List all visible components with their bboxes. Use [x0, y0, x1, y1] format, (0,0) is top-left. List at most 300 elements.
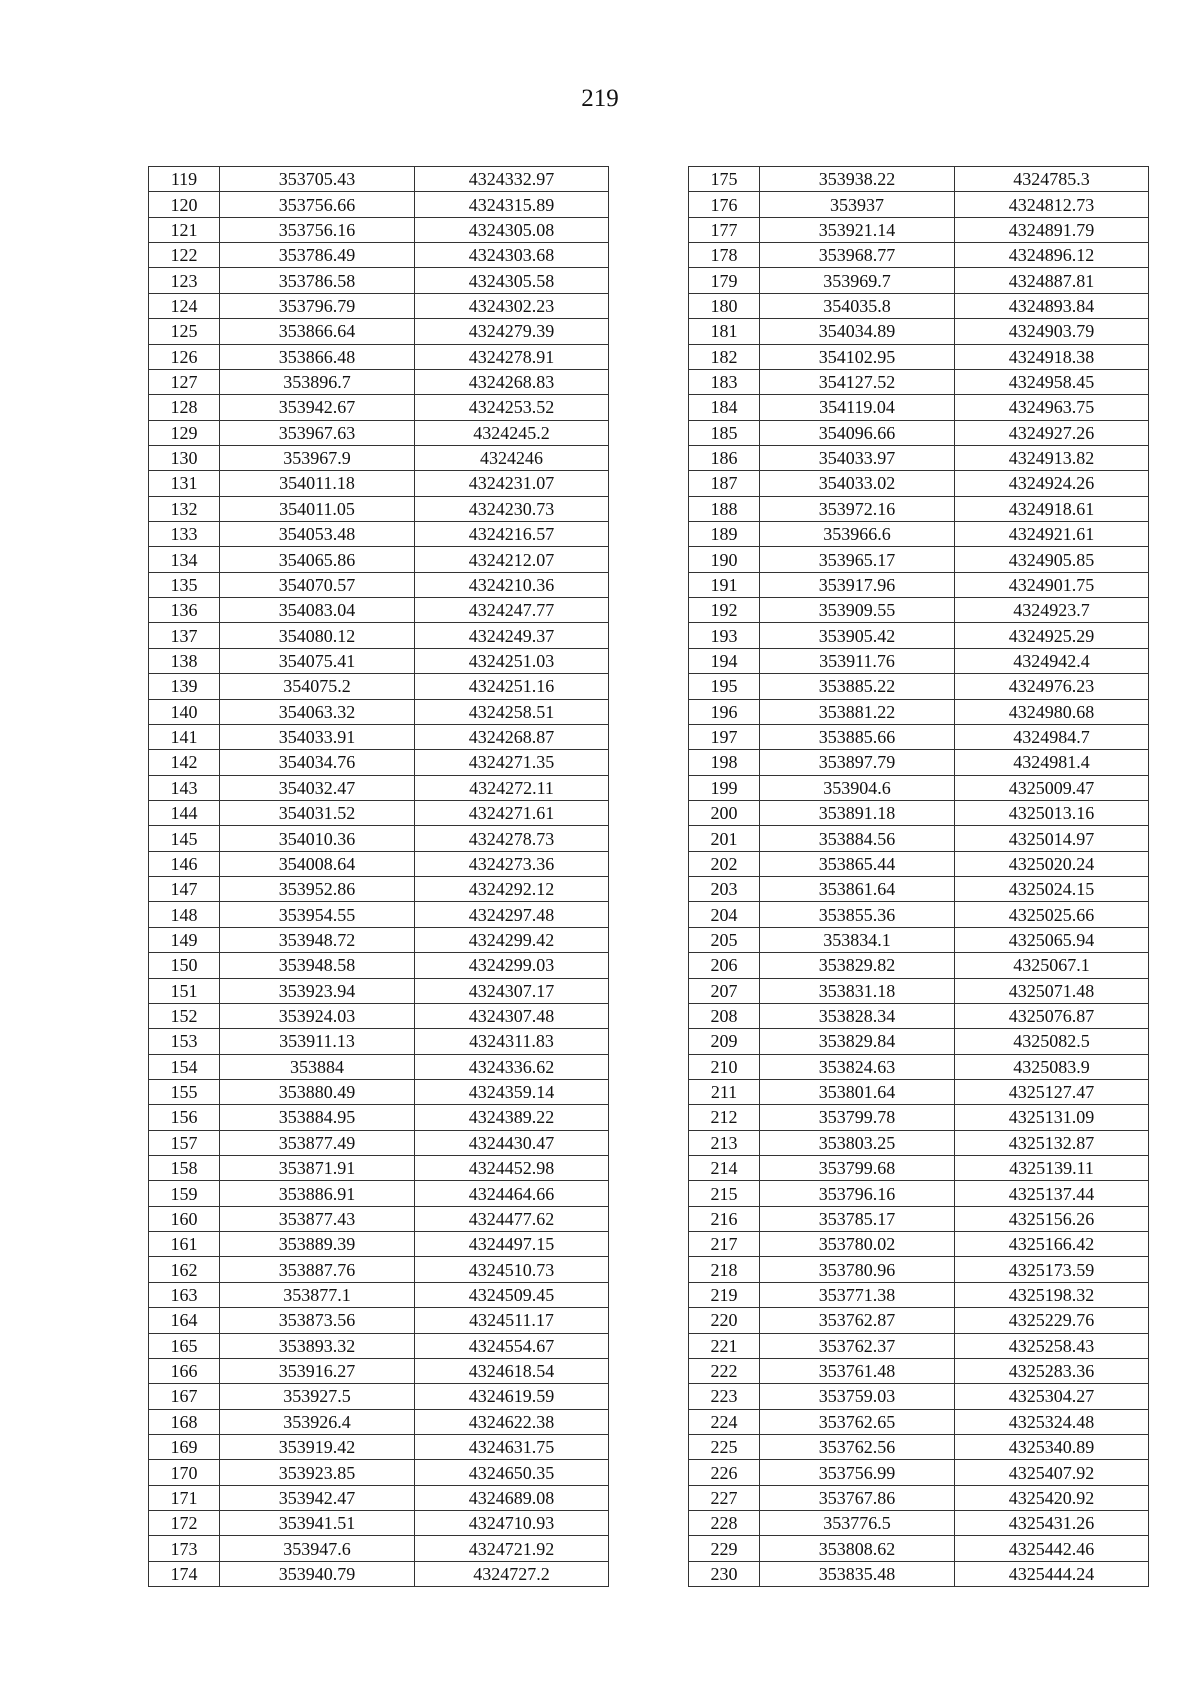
x-coordinate-cell: 353911.13 — [220, 1029, 415, 1054]
point-number-cell: 157 — [149, 1130, 220, 1155]
x-coordinate-cell: 353968.77 — [760, 243, 955, 268]
table-row — [689, 1561, 1149, 1586]
y-coordinate-cell: 4324721.92 — [415, 1536, 609, 1561]
x-coordinate-cell: 353756.99 — [760, 1460, 955, 1485]
point-number-cell: 219 — [689, 1282, 760, 1307]
table-row — [149, 1206, 609, 1231]
table-row — [689, 750, 1149, 775]
table-row — [689, 826, 1149, 851]
y-coordinate-cell: 4324307.48 — [415, 1003, 609, 1028]
x-coordinate-cell: 353952.86 — [220, 877, 415, 902]
table-row — [149, 877, 609, 902]
y-coordinate-cell: 4324925.29 — [955, 623, 1149, 648]
table-row — [689, 1054, 1149, 1079]
table-row — [689, 877, 1149, 902]
x-coordinate-cell: 353942.47 — [220, 1485, 415, 1510]
table-row — [689, 1206, 1149, 1231]
x-coordinate-cell: 353873.56 — [220, 1308, 415, 1333]
table-row — [149, 243, 609, 268]
y-coordinate-cell: 4324303.68 — [415, 243, 609, 268]
table-row — [689, 496, 1149, 521]
table-row — [689, 293, 1149, 318]
x-coordinate-cell: 353799.78 — [760, 1105, 955, 1130]
y-coordinate-cell: 4324511.17 — [415, 1308, 609, 1333]
x-coordinate-cell: 353897.79 — [760, 750, 955, 775]
point-number-cell: 222 — [689, 1358, 760, 1383]
table-row — [689, 598, 1149, 623]
x-coordinate-cell: 353924.03 — [220, 1003, 415, 1028]
x-coordinate-cell: 354063.32 — [220, 699, 415, 724]
y-coordinate-cell: 4324710.93 — [415, 1511, 609, 1536]
table-row — [689, 572, 1149, 597]
y-coordinate-cell: 4324212.07 — [415, 547, 609, 572]
x-coordinate-cell: 353866.48 — [220, 344, 415, 369]
y-coordinate-cell: 4324891.79 — [955, 217, 1149, 242]
x-coordinate-cell: 354034.76 — [220, 750, 415, 775]
table-row — [689, 724, 1149, 749]
table-row — [689, 1257, 1149, 1282]
y-coordinate-cell: 4324689.08 — [415, 1485, 609, 1510]
point-number-cell: 177 — [689, 217, 760, 242]
x-coordinate-cell: 353877.1 — [220, 1282, 415, 1307]
x-coordinate-cell: 353940.79 — [220, 1561, 415, 1586]
table-row — [689, 192, 1149, 217]
table-row — [149, 1536, 609, 1561]
y-coordinate-cell: 4324464.66 — [415, 1181, 609, 1206]
y-coordinate-cell: 4324307.17 — [415, 978, 609, 1003]
table-row — [689, 1358, 1149, 1383]
x-coordinate-cell: 354033.02 — [760, 471, 955, 496]
point-number-cell: 217 — [689, 1232, 760, 1257]
y-coordinate-cell: 4324477.62 — [415, 1206, 609, 1231]
y-coordinate-cell: 4324921.61 — [955, 522, 1149, 547]
point-number-cell: 223 — [689, 1384, 760, 1409]
table-row — [149, 1511, 609, 1536]
y-coordinate-cell: 4324279.39 — [415, 319, 609, 344]
table-row — [689, 344, 1149, 369]
point-number-cell: 139 — [149, 674, 220, 699]
table-row — [149, 775, 609, 800]
y-coordinate-cell: 4324918.38 — [955, 344, 1149, 369]
y-coordinate-cell: 4324497.15 — [415, 1232, 609, 1257]
y-coordinate-cell: 4324389.22 — [415, 1105, 609, 1130]
table-row — [149, 445, 609, 470]
x-coordinate-cell: 354033.97 — [760, 445, 955, 470]
point-number-cell: 218 — [689, 1257, 760, 1282]
x-coordinate-cell: 353866.64 — [220, 319, 415, 344]
point-number-cell: 207 — [689, 978, 760, 1003]
x-coordinate-cell: 353756.66 — [220, 192, 415, 217]
point-number-cell: 127 — [149, 369, 220, 394]
x-coordinate-cell: 353796.16 — [760, 1181, 955, 1206]
point-number-cell: 229 — [689, 1536, 760, 1561]
table-row — [689, 217, 1149, 242]
x-coordinate-cell: 353780.02 — [760, 1232, 955, 1257]
point-number-cell: 213 — [689, 1130, 760, 1155]
x-coordinate-cell: 353905.42 — [760, 623, 955, 648]
y-coordinate-cell: 4324976.23 — [955, 674, 1149, 699]
point-number-cell: 150 — [149, 953, 220, 978]
x-coordinate-cell: 354075.2 — [220, 674, 415, 699]
x-coordinate-cell: 354075.41 — [220, 648, 415, 673]
point-number-cell: 153 — [149, 1029, 220, 1054]
table-row — [689, 1511, 1149, 1536]
table-row — [149, 826, 609, 851]
table-row — [689, 420, 1149, 445]
table-row — [149, 471, 609, 496]
x-coordinate-cell: 353941.51 — [220, 1511, 415, 1536]
point-number-cell: 210 — [689, 1054, 760, 1079]
table-row — [689, 1130, 1149, 1155]
x-coordinate-cell: 353884.95 — [220, 1105, 415, 1130]
x-coordinate-cell: 353972.16 — [760, 496, 955, 521]
x-coordinate-cell: 353799.68 — [760, 1156, 955, 1181]
x-coordinate-cell: 353954.55 — [220, 902, 415, 927]
y-coordinate-cell: 4325020.24 — [955, 851, 1149, 876]
y-coordinate-cell: 4324299.03 — [415, 953, 609, 978]
y-coordinate-cell: 4324230.73 — [415, 496, 609, 521]
point-number-cell: 174 — [149, 1561, 220, 1586]
x-coordinate-cell: 353911.76 — [760, 648, 955, 673]
y-coordinate-cell: 4324984.7 — [955, 724, 1149, 749]
x-coordinate-cell: 353937 — [760, 192, 955, 217]
point-number-cell: 136 — [149, 598, 220, 623]
table-row — [689, 268, 1149, 293]
y-coordinate-cell: 4324336.62 — [415, 1054, 609, 1079]
x-coordinate-cell: 353885.66 — [760, 724, 955, 749]
y-coordinate-cell: 4325024.15 — [955, 877, 1149, 902]
x-coordinate-cell: 353904.6 — [760, 775, 955, 800]
point-number-cell: 188 — [689, 496, 760, 521]
x-coordinate-cell: 353776.5 — [760, 1511, 955, 1536]
y-coordinate-cell: 4324299.42 — [415, 927, 609, 952]
x-coordinate-cell: 353855.36 — [760, 902, 955, 927]
x-coordinate-cell: 354034.89 — [760, 319, 955, 344]
x-coordinate-cell: 354065.86 — [220, 547, 415, 572]
y-coordinate-cell: 4324268.83 — [415, 369, 609, 394]
x-coordinate-cell: 353865.44 — [760, 851, 955, 876]
x-coordinate-cell: 353891.18 — [760, 800, 955, 825]
y-coordinate-cell: 4324231.07 — [415, 471, 609, 496]
point-number-cell: 131 — [149, 471, 220, 496]
coordinate-table-right-body — [689, 167, 1149, 1587]
point-number-cell: 198 — [689, 750, 760, 775]
y-coordinate-cell: 4324509.45 — [415, 1282, 609, 1307]
x-coordinate-cell: 353923.85 — [220, 1460, 415, 1485]
x-coordinate-cell: 353834.1 — [760, 927, 955, 952]
x-coordinate-cell: 354102.95 — [760, 344, 955, 369]
x-coordinate-cell: 354119.04 — [760, 395, 955, 420]
y-coordinate-cell: 4324271.61 — [415, 800, 609, 825]
table-row — [149, 953, 609, 978]
y-coordinate-cell: 4324927.26 — [955, 420, 1149, 445]
table-row — [689, 902, 1149, 927]
point-number-cell: 137 — [149, 623, 220, 648]
table-row — [149, 1029, 609, 1054]
table-row — [149, 623, 609, 648]
table-row — [149, 699, 609, 724]
point-number-cell: 220 — [689, 1308, 760, 1333]
table-row — [149, 293, 609, 318]
table-row — [689, 1409, 1149, 1434]
table-row — [149, 1181, 609, 1206]
y-coordinate-cell: 4324812.73 — [955, 192, 1149, 217]
point-number-cell: 144 — [149, 800, 220, 825]
y-coordinate-cell: 4325304.27 — [955, 1384, 1149, 1409]
table-row — [149, 1308, 609, 1333]
table-row — [689, 167, 1149, 192]
point-number-cell: 147 — [149, 877, 220, 902]
table-row — [149, 1333, 609, 1358]
y-coordinate-cell: 4325340.89 — [955, 1434, 1149, 1459]
x-coordinate-cell: 353861.64 — [760, 877, 955, 902]
x-coordinate-cell: 353948.72 — [220, 927, 415, 952]
table-row — [689, 1434, 1149, 1459]
point-number-cell: 201 — [689, 826, 760, 851]
x-coordinate-cell: 353828.34 — [760, 1003, 955, 1028]
x-coordinate-cell: 353871.91 — [220, 1156, 415, 1181]
point-number-cell: 209 — [689, 1029, 760, 1054]
point-number-cell: 163 — [149, 1282, 220, 1307]
point-number-cell: 119 — [149, 167, 220, 192]
table-row — [149, 724, 609, 749]
point-number-cell: 183 — [689, 369, 760, 394]
y-coordinate-cell: 4324510.73 — [415, 1257, 609, 1282]
table-row — [149, 1156, 609, 1181]
x-coordinate-cell: 354053.48 — [220, 522, 415, 547]
point-number-cell: 140 — [149, 699, 220, 724]
x-coordinate-cell: 353896.7 — [220, 369, 415, 394]
table-row — [149, 369, 609, 394]
y-coordinate-cell: 4324278.91 — [415, 344, 609, 369]
y-coordinate-cell: 4324258.51 — [415, 699, 609, 724]
table-row — [149, 572, 609, 597]
x-coordinate-cell: 354008.64 — [220, 851, 415, 876]
y-coordinate-cell: 4324896.12 — [955, 243, 1149, 268]
point-number-cell: 146 — [149, 851, 220, 876]
point-number-cell: 135 — [149, 572, 220, 597]
table-row — [689, 775, 1149, 800]
table-row — [149, 319, 609, 344]
point-number-cell: 180 — [689, 293, 760, 318]
table-row — [149, 1130, 609, 1155]
table-row — [689, 1333, 1149, 1358]
point-number-cell: 149 — [149, 927, 220, 952]
table-row — [689, 851, 1149, 876]
y-coordinate-cell: 4324923.7 — [955, 598, 1149, 623]
x-coordinate-cell: 353967.63 — [220, 420, 415, 445]
y-coordinate-cell: 4324305.08 — [415, 217, 609, 242]
point-number-cell: 202 — [689, 851, 760, 876]
table-row — [689, 319, 1149, 344]
point-number-cell: 212 — [689, 1105, 760, 1130]
point-number-cell: 156 — [149, 1105, 220, 1130]
x-coordinate-cell: 353877.49 — [220, 1130, 415, 1155]
point-number-cell: 160 — [149, 1206, 220, 1231]
y-coordinate-cell: 4325139.11 — [955, 1156, 1149, 1181]
x-coordinate-cell: 353824.63 — [760, 1054, 955, 1079]
x-coordinate-cell: 353887.76 — [220, 1257, 415, 1282]
point-number-cell: 199 — [689, 775, 760, 800]
y-coordinate-cell: 4325076.87 — [955, 1003, 1149, 1028]
x-coordinate-cell: 353948.58 — [220, 953, 415, 978]
table-row — [689, 1460, 1149, 1485]
point-number-cell: 175 — [689, 167, 760, 192]
point-number-cell: 145 — [149, 826, 220, 851]
y-coordinate-cell: 4324251.03 — [415, 648, 609, 673]
point-number-cell: 138 — [149, 648, 220, 673]
table-row — [149, 674, 609, 699]
x-coordinate-cell: 353835.48 — [760, 1561, 955, 1586]
point-number-cell: 122 — [149, 243, 220, 268]
point-number-cell: 189 — [689, 522, 760, 547]
point-number-cell: 206 — [689, 953, 760, 978]
point-number-cell: 151 — [149, 978, 220, 1003]
point-number-cell: 148 — [149, 902, 220, 927]
point-number-cell: 134 — [149, 547, 220, 572]
x-coordinate-cell: 353889.39 — [220, 1232, 415, 1257]
x-coordinate-cell: 353947.6 — [220, 1536, 415, 1561]
y-coordinate-cell: 4324918.61 — [955, 496, 1149, 521]
point-number-cell: 227 — [689, 1485, 760, 1510]
y-coordinate-cell: 4324942.4 — [955, 648, 1149, 673]
x-coordinate-cell: 353884.56 — [760, 826, 955, 851]
y-coordinate-cell: 4325013.16 — [955, 800, 1149, 825]
coordinate-table-right — [688, 166, 1149, 1587]
y-coordinate-cell: 4324315.89 — [415, 192, 609, 217]
y-coordinate-cell: 4324981.4 — [955, 750, 1149, 775]
table-row — [689, 1156, 1149, 1181]
table-row — [689, 1079, 1149, 1104]
y-coordinate-cell: 4324980.68 — [955, 699, 1149, 724]
x-coordinate-cell: 353966.6 — [760, 522, 955, 547]
table-row — [689, 978, 1149, 1003]
y-coordinate-cell: 4324554.67 — [415, 1333, 609, 1358]
x-coordinate-cell: 353909.55 — [760, 598, 955, 623]
y-coordinate-cell: 4325324.48 — [955, 1409, 1149, 1434]
table-row — [689, 1485, 1149, 1510]
x-coordinate-cell: 353919.42 — [220, 1434, 415, 1459]
y-coordinate-cell: 4324903.79 — [955, 319, 1149, 344]
point-number-cell: 155 — [149, 1079, 220, 1104]
y-coordinate-cell: 4324247.77 — [415, 598, 609, 623]
point-number-cell: 211 — [689, 1079, 760, 1104]
coordinate-table-left-body — [149, 167, 609, 1587]
point-number-cell: 143 — [149, 775, 220, 800]
y-coordinate-cell: 4324901.75 — [955, 572, 1149, 597]
x-coordinate-cell: 353877.43 — [220, 1206, 415, 1231]
table-row — [149, 420, 609, 445]
table-row — [689, 522, 1149, 547]
point-number-cell: 121 — [149, 217, 220, 242]
x-coordinate-cell: 353916.27 — [220, 1358, 415, 1383]
y-coordinate-cell: 4324958.45 — [955, 369, 1149, 394]
table-row — [689, 800, 1149, 825]
x-coordinate-cell: 353886.91 — [220, 1181, 415, 1206]
y-coordinate-cell: 4324216.57 — [415, 522, 609, 547]
x-coordinate-cell: 353965.17 — [760, 547, 955, 572]
point-number-cell: 192 — [689, 598, 760, 623]
point-number-cell: 166 — [149, 1358, 220, 1383]
table-row — [149, 522, 609, 547]
y-coordinate-cell: 4324292.12 — [415, 877, 609, 902]
table-row — [149, 1282, 609, 1307]
y-coordinate-cell: 4324893.84 — [955, 293, 1149, 318]
table-row — [689, 1029, 1149, 1054]
point-number-cell: 171 — [149, 1485, 220, 1510]
table-row — [149, 1485, 609, 1510]
point-number-cell: 133 — [149, 522, 220, 547]
point-number-cell: 230 — [689, 1561, 760, 1586]
point-number-cell: 130 — [149, 445, 220, 470]
x-coordinate-cell: 353762.37 — [760, 1333, 955, 1358]
y-coordinate-cell: 4324302.23 — [415, 293, 609, 318]
table-row — [689, 395, 1149, 420]
x-coordinate-cell: 353780.96 — [760, 1257, 955, 1282]
point-number-cell: 221 — [689, 1333, 760, 1358]
page-number: 219 — [581, 85, 619, 112]
point-number-cell: 128 — [149, 395, 220, 420]
x-coordinate-cell: 354035.8 — [760, 293, 955, 318]
table-row — [689, 243, 1149, 268]
table-row — [689, 953, 1149, 978]
y-coordinate-cell: 4325166.42 — [955, 1232, 1149, 1257]
x-coordinate-cell: 354096.66 — [760, 420, 955, 445]
point-number-cell: 203 — [689, 877, 760, 902]
table-row — [149, 800, 609, 825]
point-number-cell: 167 — [149, 1384, 220, 1409]
point-number-cell: 181 — [689, 319, 760, 344]
point-number-cell: 194 — [689, 648, 760, 673]
point-number-cell: 200 — [689, 800, 760, 825]
y-coordinate-cell: 4325131.09 — [955, 1105, 1149, 1130]
point-number-cell: 123 — [149, 268, 220, 293]
x-coordinate-cell: 354032.47 — [220, 775, 415, 800]
y-coordinate-cell: 4324268.87 — [415, 724, 609, 749]
x-coordinate-cell: 353884 — [220, 1054, 415, 1079]
x-coordinate-cell: 354011.18 — [220, 471, 415, 496]
point-number-cell: 184 — [689, 395, 760, 420]
point-number-cell: 225 — [689, 1434, 760, 1459]
point-number-cell: 193 — [689, 623, 760, 648]
point-number-cell: 168 — [149, 1409, 220, 1434]
table-row — [689, 1181, 1149, 1206]
y-coordinate-cell: 4324271.35 — [415, 750, 609, 775]
y-coordinate-cell: 4324251.16 — [415, 674, 609, 699]
y-coordinate-cell: 4324430.47 — [415, 1130, 609, 1155]
y-coordinate-cell: 4325229.76 — [955, 1308, 1149, 1333]
point-number-cell: 124 — [149, 293, 220, 318]
point-number-cell: 165 — [149, 1333, 220, 1358]
point-number-cell: 158 — [149, 1156, 220, 1181]
point-number-cell: 120 — [149, 192, 220, 217]
point-number-cell: 126 — [149, 344, 220, 369]
y-coordinate-cell: 4324924.26 — [955, 471, 1149, 496]
point-number-cell: 190 — [689, 547, 760, 572]
table-row — [149, 851, 609, 876]
y-coordinate-cell: 4325407.92 — [955, 1460, 1149, 1485]
x-coordinate-cell: 353926.4 — [220, 1409, 415, 1434]
point-number-cell: 152 — [149, 1003, 220, 1028]
coordinate-table-left — [148, 166, 609, 1587]
table-row — [689, 648, 1149, 673]
y-coordinate-cell: 4324452.98 — [415, 1156, 609, 1181]
table-row — [149, 1232, 609, 1257]
table-row — [689, 1105, 1149, 1130]
point-number-cell: 208 — [689, 1003, 760, 1028]
table-row — [689, 1536, 1149, 1561]
x-coordinate-cell: 353829.84 — [760, 1029, 955, 1054]
